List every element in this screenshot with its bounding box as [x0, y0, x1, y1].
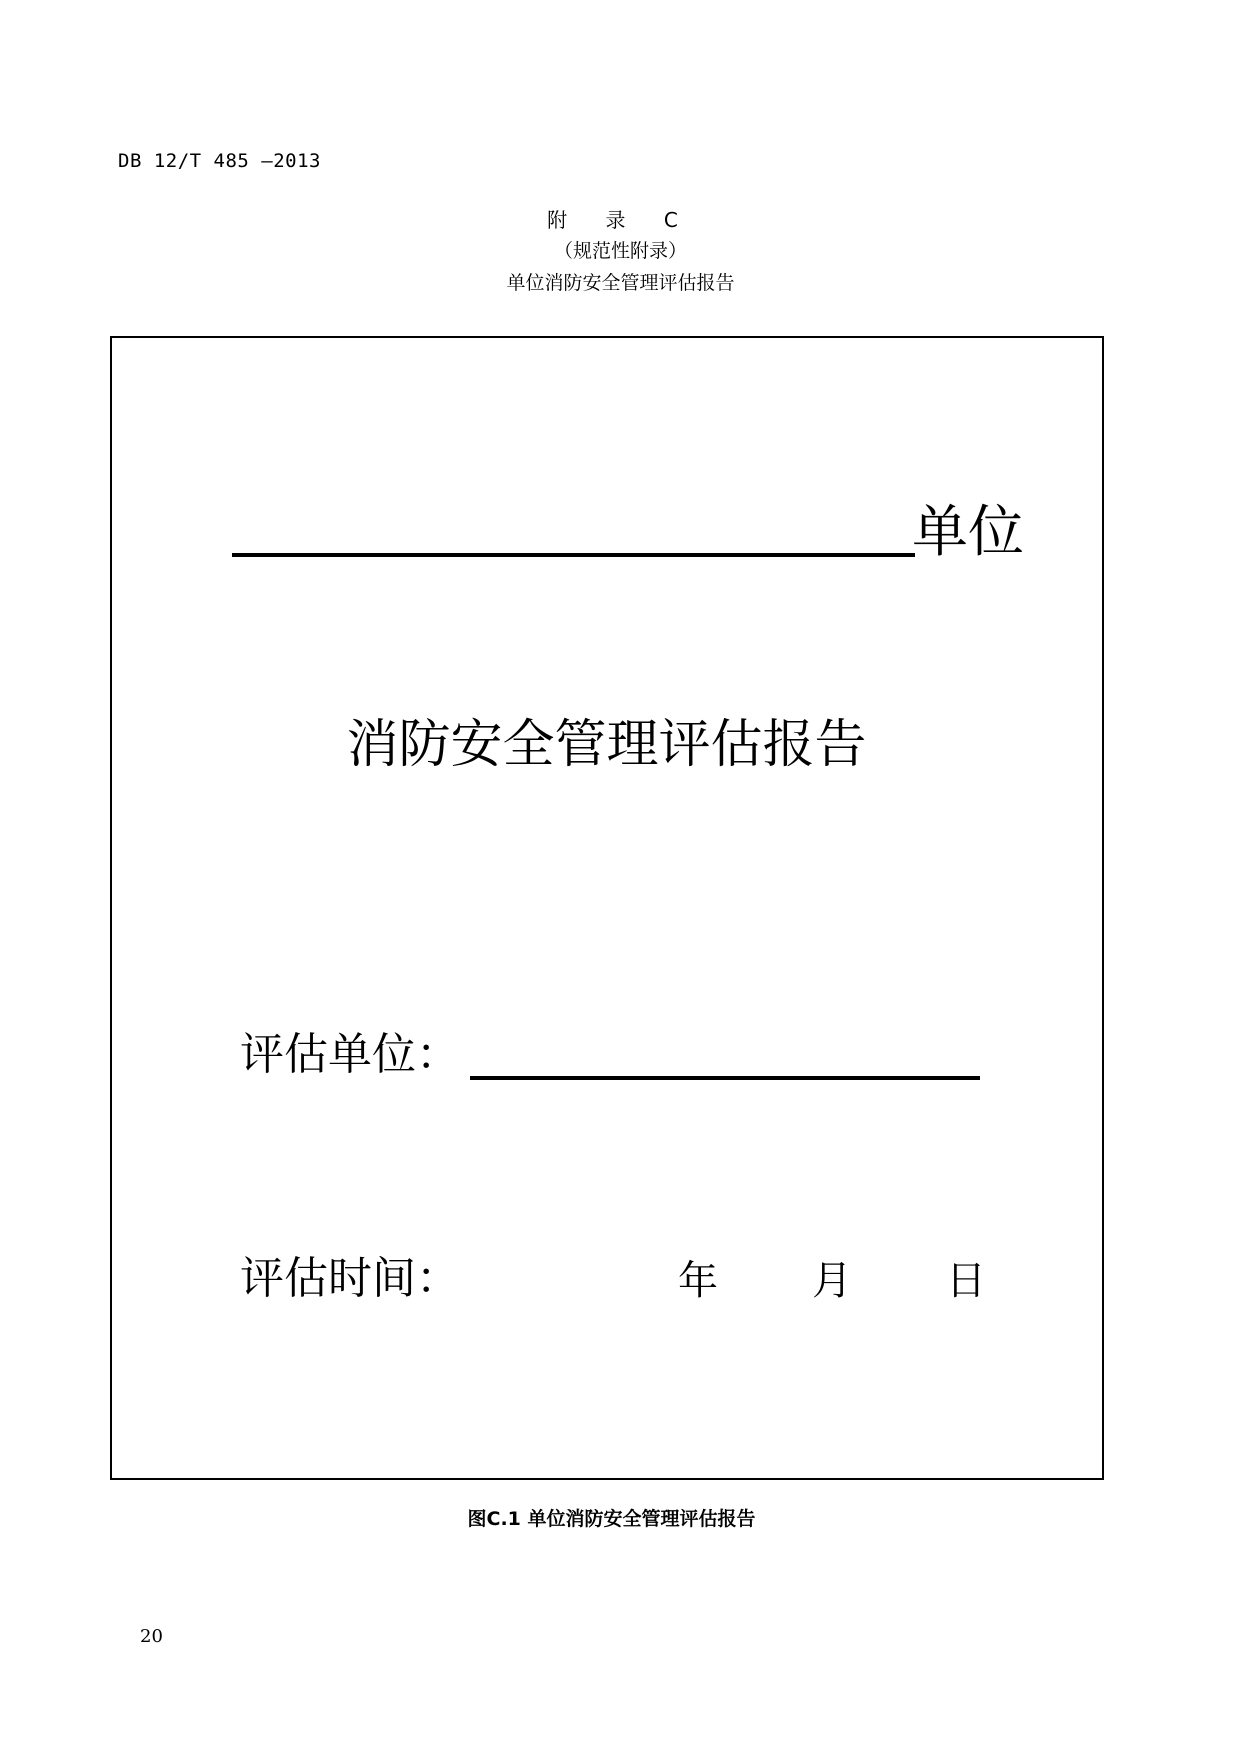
date-year-label: 年	[678, 1258, 718, 1304]
standard-number: DB 12/T 485 —2013	[118, 150, 321, 172]
appendix-title: 附 录 C	[547, 208, 694, 232]
appendix-kind: （规范性附录）	[553, 240, 687, 262]
report-title: 消防安全管理评估报告	[346, 715, 867, 775]
unit-name-blank-line	[232, 553, 915, 557]
date-day-label: 日	[946, 1258, 986, 1304]
assessment-unit-label: 评估单位：	[240, 1029, 460, 1080]
figure-caption: 图C.1 单位消防安全管理评估报告	[467, 1508, 756, 1530]
date-month-label: 月	[812, 1258, 852, 1304]
assessment-time-label: 评估时间：	[240, 1253, 460, 1304]
unit-suffix: 单位	[912, 500, 1024, 565]
appendix-heading: 单位消防安全管理评估报告	[506, 272, 735, 294]
assessment-unit-blank-line	[470, 1076, 980, 1080]
page-number: 20	[140, 1626, 163, 1647]
